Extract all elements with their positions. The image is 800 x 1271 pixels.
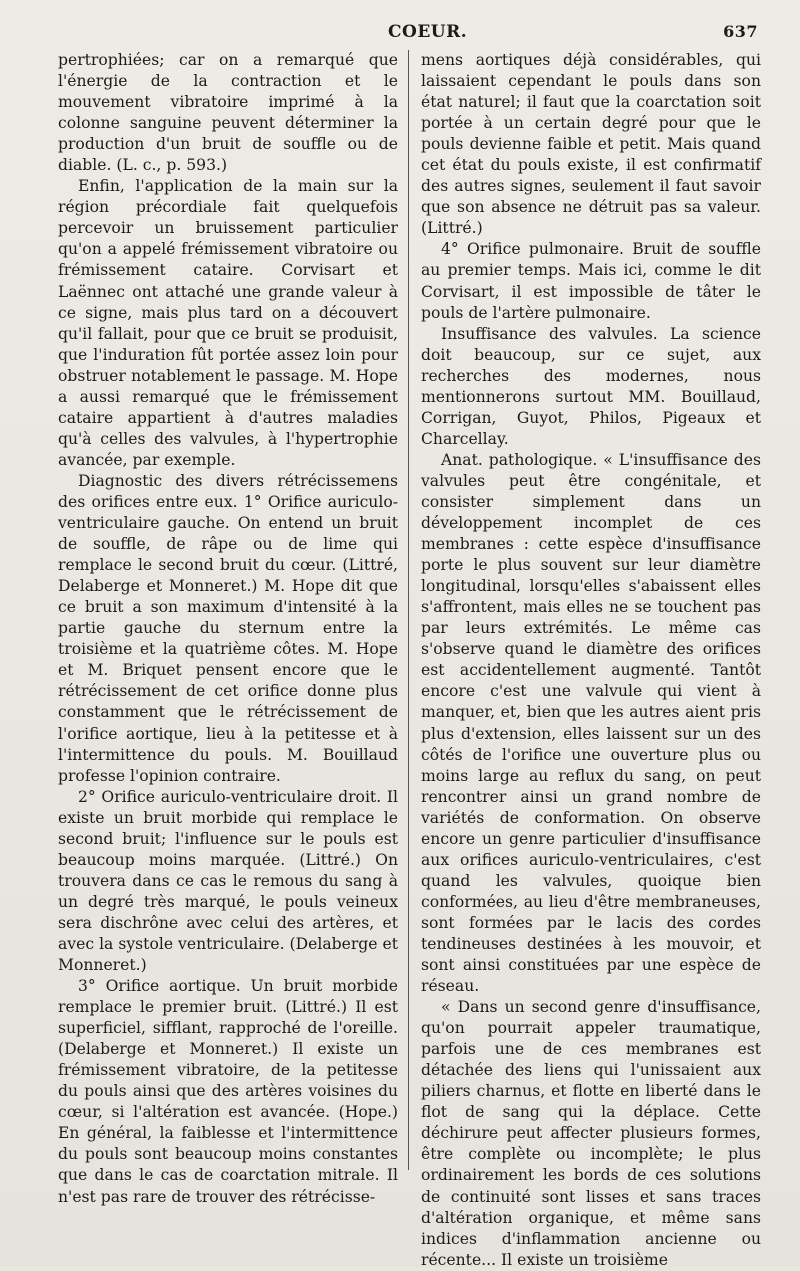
paragraph: 4° Orifice pulmonaire. Bruit de souffle au premier temps. Mais ici, comme le dit Corvisart, il est impossible de tâter le pouls de l'artère pulmonaire. [421, 240, 761, 322]
paragraph: pertrophiées; car on a remarqué que l'énergie de la contraction et le mouvement vibratoire imprimé à la colonne sanguine peuvent déterminer la production d'un bruit de souffle ou de diable. (L. c., p. 593.) [58, 51, 398, 175]
paragraph: mens aortiques déjà considérables, qui laissaient cependant le pouls dans son état naturel; il faut que la coarctation soit portée à un certain degré pour que le pouls devienne faible et petit. Mais quand cet état du pouls existe, il est confirmatif des autres signes, seulement il faut savoir que son absence ne détruit pas sa valeur. (Littré.) [421, 51, 761, 238]
page-number: 637 [723, 22, 758, 41]
section-paragraph: Diagnostic des divers rétrécissemens des orifices entre eux. 1° Orifice auriculo-ventriculaire gauche. On entend un bruit de souffle, de râpe ou de lime qui remplace le second bruit du cœur. (Littré, Delaberge et Monneret.) M. Hope dit que ce bruit a son maximum d'intensité à la partie gauche du sternum entre la troisième et la quatrième côtes. M. Hope et M. Briquet pensent encore que le rétrécissement de cet orifice donne plus constamment que le rétrécissement de l'orifice aortique, lieu à la petitesse et à l'intermittence du pouls. M. Bouillaud professe l'opinion contraire. [58, 471, 398, 785]
running-header [58, 22, 766, 48]
paragraph: 2° Orifice auriculo-ventriculaire droit. Il existe un bruit morbide qui remplace le second bruit; l'influence sur le pouls est beaucoup moins marquée. (Littré.) On trouvera dans ce cas le remous du sang à un degré très marqué, le pouls veineux sera dischrône avec celui des artères, et avec la systole ventriculaire. (Delaberge et Monneret.) [58, 787, 398, 975]
running-title: COEUR. [388, 22, 468, 42]
section-paragraph: Insuffisance des valvules. La science doit beaucoup, sur ce sujet, aux recherches des modernes, nous mentionnerons surtout MM. Bouillaud, Corrigan, Guyot, Philos, Pigeaux et Charcellay. [421, 324, 761, 448]
column-divider [408, 50, 409, 1170]
text-columns [58, 50, 766, 1271]
left-column [58, 50, 406, 1271]
right-column [417, 50, 761, 1271]
paragraph: 3° Orifice aortique. Un bruit morbide remplace le premier bruit. (Littré.) Il est superficiel, sifflant, rapproché de l'oreille. (Delaberge et Monneret.) Il existe un frémissement vibratoire, de la petitesse du pouls ainsi que des artères voisines du cœur, si l'altération est avancée. (Hope.) En général, la faiblesse et l'intermittence du pouls sont beaucoup moins constantes que dans le cas de coarctation mitrale. Il n'est pas rare de trouver des rétrécisse- [58, 977, 398, 1206]
paragraph: « Dans un second genre d'insuffisance, qu'on pourrait appeler traumatique, parfois une de ces membranes est détachée des liens qui l'unissaient aux piliers charnus, et flotte en liberté dans le flot de sang qui la déplace. Cette déchirure peut affecter plusieurs formes, être complète ou incomplète; le plus ordinairement les bords de ces solutions de continuité sont lisses et sans traces d'altération organique, et même sans indices d'inflammation ancienne ou récente... Il existe un troisième [421, 998, 761, 1269]
paragraph: Anat. pathologique. « L'insuffisance des valvules peut être congénitale, et consister simplement dans un développement incomplet de ces membranes : cette espèce d'insuffisance porte le plus souvent sur leur diamètre longitudinal, lorsqu'elles s'abaissent elles s'affrontent, mais elles ne se touchent pas par leurs extrémités. Le même cas s'observe quand le diamètre des orifices est accidentellement augmenté. Tantôt encore c'est une valvule qui vient à manquer, et, bien que les autres aient pris plus d'extension, elles laissent sur un des côtés de l'orifice une ouverture plus ou moins large au reflux du sang, on peut rencontrer ainsi un grand nombre de variétés de conformation. On observe encore un genre particulier d'insuffisance aux orifices auriculo-ventriculaires, c'est quand les valvules, quoique bien conformées, au lieu d'être membraneuses, sont formées par le lacis des cordes tendineuses destinées à les mouvoir, et sont ainsi constituées par une espèce de réseau. [421, 450, 761, 996]
paragraph: Enfin, l'application de la main sur la région précordiale fait quelquefois percevoir un bruissement particulier qu'on a appelé frémissement vibratoire ou frémissement cataire. Corvisart et Laënnec ont attaché une grande valeur à ce signe, mais plus tard on a découvert qu'il fallait, pour que ce bruit se produisit, que l'induration fût portée assez loin pour obstruer notablement le passage. M. Hope a aussi remarqué que le frémissement cataire appartient à d'autres maladies qu'à celles des valvules, à l'hypertrophie avancée, par exemple. [58, 177, 398, 469]
